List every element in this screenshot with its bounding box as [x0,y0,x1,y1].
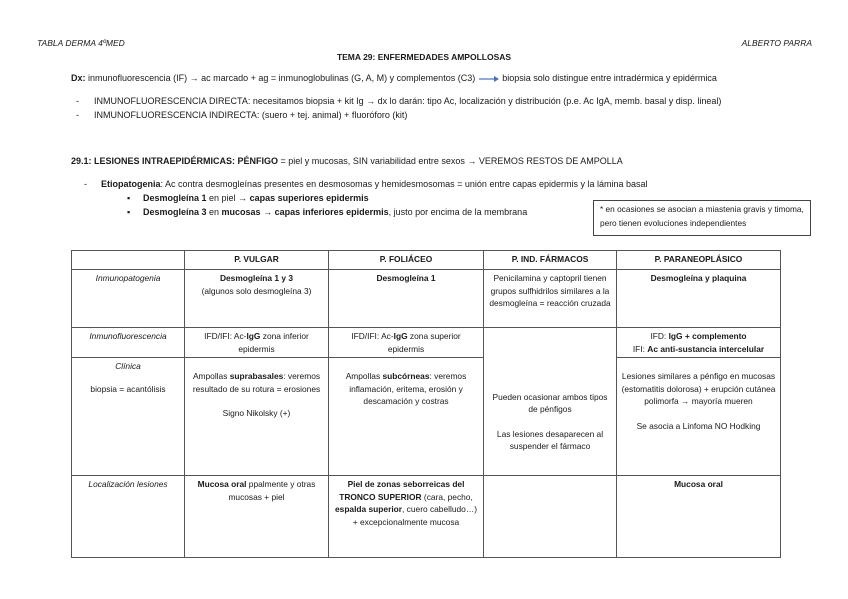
row-label-clinica [72,358,185,476]
cell-text-bold: Piel de zonas seborreicas del TRONCO SUPERIOR [339,479,465,502]
cell-text: Lesiones similares a pénfigo en mucosas (estomatitis dolorosa) + erupción cutánea polimorfa → mayoría mueren [621,371,776,406]
dx-text: inmunofluorescencia (IF) → ac marcado + ag = inmunoglobulinas (G, A, M) y complementos (C3) [88,73,476,83]
cell-text-bold: IgG [246,331,261,341]
cell-text: IFI: [632,343,648,354]
header-empty [72,251,185,270]
cell-text: IFD: [650,331,669,341]
cell-text: Clínica [115,361,141,371]
cell-vulgar-localizacion [185,476,329,558]
cell-text-bold: Mucosa oral [197,479,247,489]
header-p-vulgar: P. VULGAR [185,251,329,270]
doc-header-left: TABLA DERMA 4ºMED [37,38,125,48]
square-bullet-icon: ▪ [127,207,131,217]
cell-text: Pueden ocasionar ambos tipos de pénfigos [492,391,608,414]
cell-text: Se asocia a Linfoma NO Hodking [636,420,761,431]
cell-vulgar-inmunofluorescencia [185,328,329,358]
cell-text: (cara, pecho, [421,491,473,502]
row-label-inmunofluorescencia: Inmunofluorescencia [72,328,185,358]
desmogleina-3-detail: , justo por encima de la membrana [388,207,528,217]
cell-foliaceo-inmunopatogenia [329,270,484,328]
etiopatogenia-line [101,179,648,189]
table-row [72,328,781,358]
cell-paraneo-inmunopatogenia [617,270,781,328]
cell-text-bold: Ac anti-sustancia intercelular [647,343,765,354]
header-p-farmacos: P. IND. FÁRMACOS [484,251,617,270]
cell-text-bold: IgG [393,331,408,341]
desmogleina-1-name: Desmogleína 1 [143,193,207,203]
desmogleina-3-item [143,207,527,217]
cell-text: ppalmente y otras mucosas + piel [228,479,316,502]
cell-text-bold: Desmogleína 1 [376,273,436,283]
section-heading-rest: = piel y mucosas, SIN variabilidad entre sexos → VEREMOS RESTOS DE AMPOLLA [278,156,623,166]
note-box: * en ocasiones se asocian a miastenia gravis y timoma, pero tienen evoluciones independientes [593,200,811,236]
cell-text-bold: IgG + complemento [668,331,747,341]
table-row [72,358,781,476]
etiopatogenia-text: : Ac contra desmogleínas presentes en desmosomas y hemidesmosomas = unión entre capas epidermis y la lámina basal [160,179,648,189]
desmogleina-3-name: Desmogleína 3 [143,207,207,217]
cell-paraneo-clinica [617,358,781,476]
section-heading-bold: 29.1: LESIONES INTRAEPIDÉRMICAS: PÉNFIGO [71,156,279,166]
cell-text: Ampollas subcórneas: veremos inflamación, eritema, erosión y descamación y costras [345,371,467,406]
row-label-localizacion: Localización lesiones [72,476,185,558]
cell-farmacos-clinica [484,328,617,476]
cell-text: Ampollas suprabasales: veremos resultado de su rotura = erosiones [192,371,321,394]
page-title: TEMA 29: ENFERMEDADES AMPOLLOSAS [336,52,512,62]
cell-text-bold: Mucosa oral [674,479,723,489]
desmogleina-1-target: capas superiores epidermis [249,193,369,203]
dx-line [71,73,717,83]
cell-text: Signo Nikolsky (+) [222,408,291,418]
cell-farmacos-localizacion [484,476,617,558]
cell-vulgar-clinica [185,358,329,476]
bullet-dash-icon: - [84,179,87,189]
cell-text: IFD/IFI: Ac- [204,331,247,341]
desmogleina-1-item [143,193,369,203]
table-row [72,476,781,558]
cell-foliaceo-clinica [329,358,484,476]
etiopatogenia-label: Etiopatogenia [101,179,161,189]
header-p-foliaceo: P. FOLIÁCEO [329,251,484,270]
table-header-row [72,251,781,270]
dx-label: Dx: [71,73,86,83]
desmogleina-1-text: en piel → [206,193,250,203]
cell-farmacos-inmunopatogenia: Penicilamina y captopril tienen grupos sulfhidrilos similares a la desmogleína = reacción cruzada [484,270,617,328]
cell-text: , cuero cabelludo…) + excepcionalmente mucosa [352,504,477,527]
cell-text: zona superior epidermis [387,331,461,354]
square-bullet-icon: ▪ [127,193,131,203]
cell-foliaceo-localizacion [329,476,484,558]
cell-text-bold: Desmogleína y plaquina [650,273,747,283]
cell-text: (algunos solo desmogleína 3) [201,285,312,296]
section-heading [71,156,623,166]
bullet-dash-icon: - [76,110,79,120]
bullet-if-indirecta: INMUNOFLUORESCENCIA INDIRECTA: (suero + tej. animal) + fluoróforo (kit) [94,110,408,120]
cell-paraneo-localizacion [617,476,781,558]
cell-text: zona inferior epidermis [238,331,309,354]
row-label-inmunopatogenia: Inmunopatogenia [72,270,185,328]
cell-paraneo-inmunofluorescencia [617,328,781,358]
cell-foliaceo-inmunofluorescencia [329,328,484,358]
dx-result: biopsia solo distingue entre intradérmica y epidérmica [502,73,717,83]
bullet-if-directa: INMUNOFLUORESCENCIA DIRECTA: necesitamos biopsia + kit Ig → dx lo darán: tipo Ac, localización y distribución (p.e. Ac IgA, memb. basal y disp. lineal) [94,96,722,106]
table-row [72,270,781,328]
desmogleina-3-target: mucosas → capas inferiores epidermis [221,207,389,217]
blue-arrow-icon [478,75,500,83]
header-p-paraneoplasico: P. PARANEOPLÁSICO [617,251,781,270]
cell-text: Las lesiones desaparecen al suspender el fármaco [496,428,604,451]
doc-header-right: ALBERTO PARRA [741,38,812,48]
cell-text-bold: espalda superior [335,504,403,514]
cell-text: IFD/IFI: Ac- [351,331,394,341]
cell-text: biopsia = acantólisis [90,383,166,394]
pemphigus-table [71,250,781,558]
desmogleina-3-text: en [206,207,222,217]
bullet-dash-icon: - [76,96,79,106]
cell-vulgar-inmunopatogenia [185,270,329,328]
cell-text-bold: Desmogleína 1 y 3 [219,273,294,283]
